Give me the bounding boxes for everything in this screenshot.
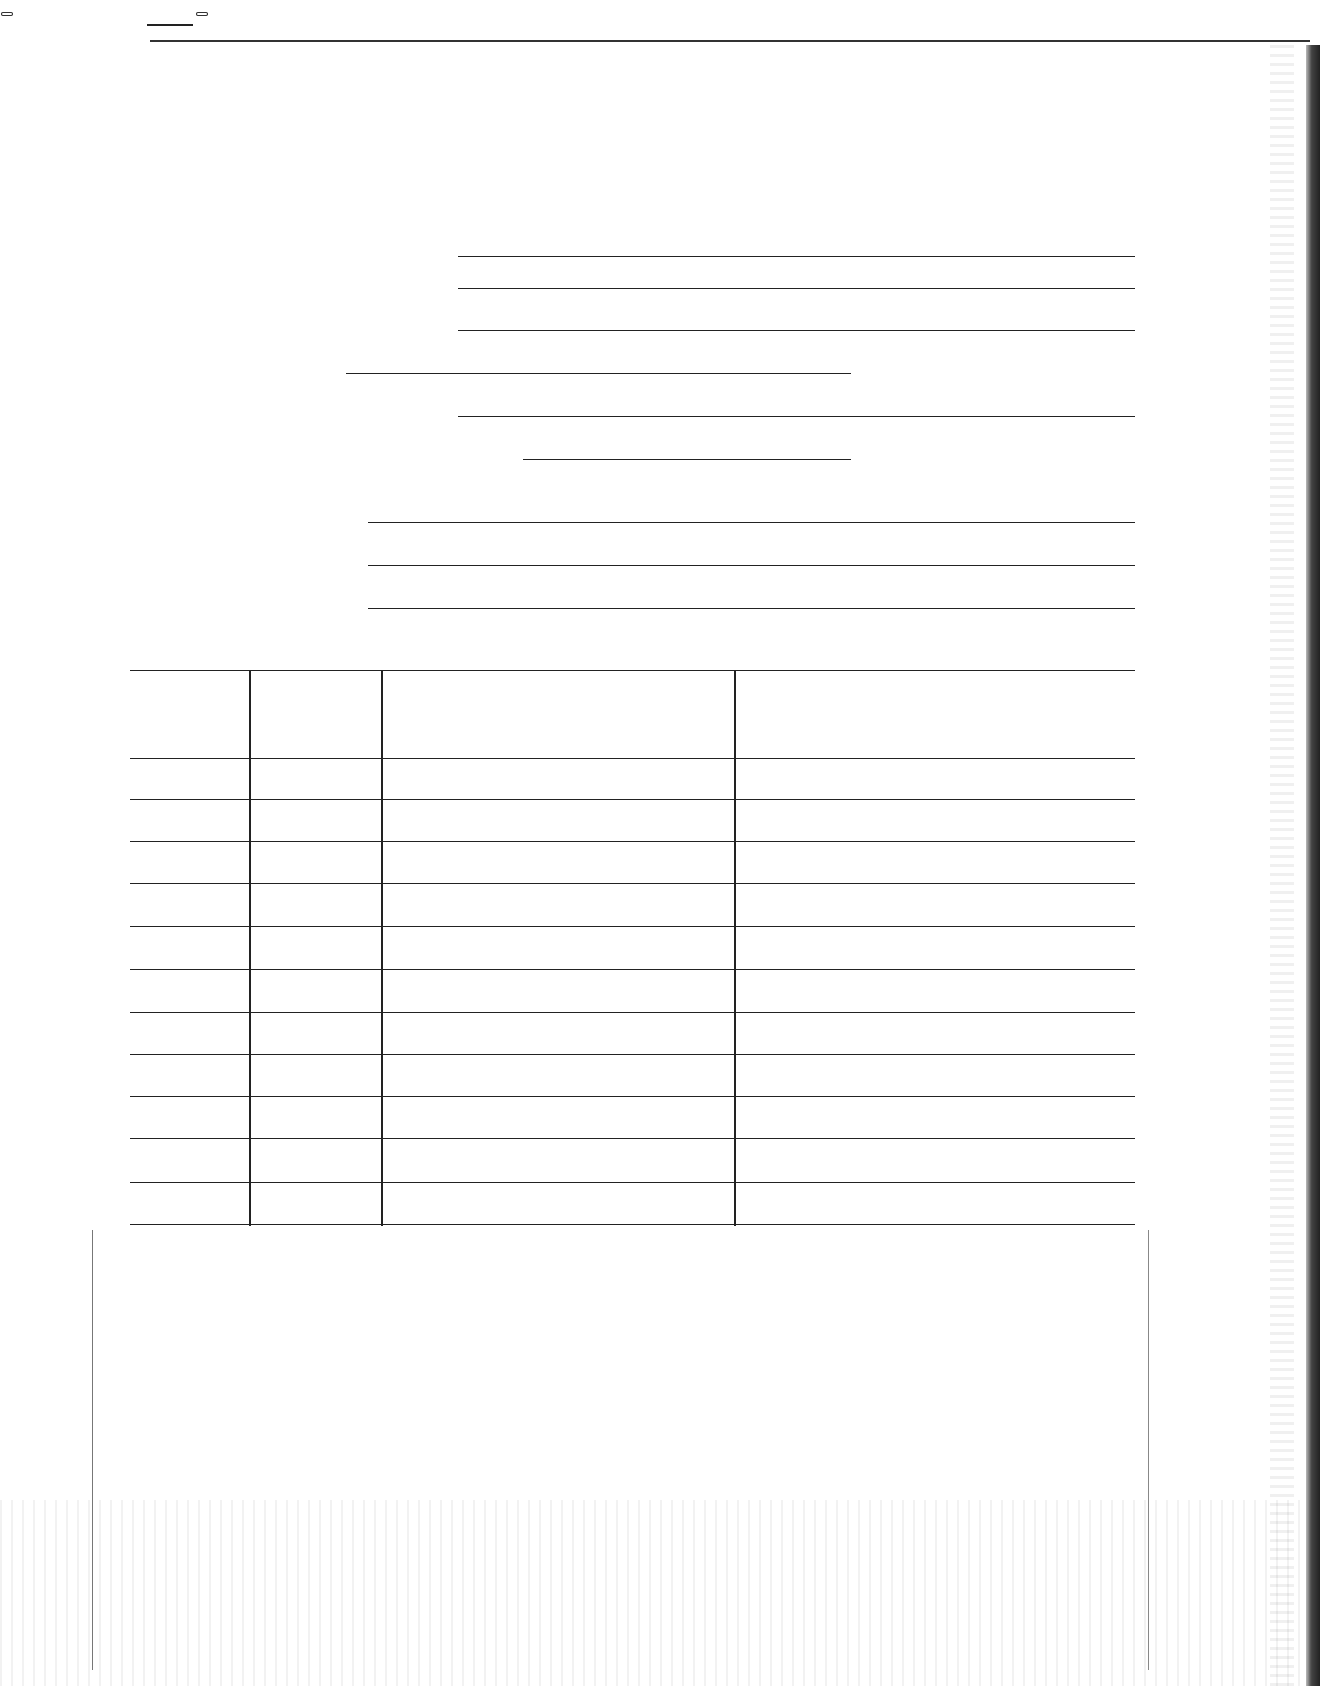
table-row-rule — [130, 799, 1135, 800]
release-stamp — [196, 12, 208, 16]
room-line — [523, 459, 851, 460]
file-title-line-2 — [458, 288, 1135, 289]
top-edge-rule — [150, 40, 1310, 42]
deletions-line-1 — [368, 522, 1135, 523]
table-row-rule — [130, 1096, 1135, 1097]
table-column-rule — [734, 670, 736, 1226]
record-number-stamp — [1, 12, 13, 16]
table-row-rule — [130, 969, 1135, 970]
table-row-rule — [130, 1012, 1135, 1013]
table-row-rule — [130, 926, 1135, 927]
table-row-rule — [130, 1054, 1135, 1055]
deletions-line-3 — [368, 608, 1135, 609]
arrow-mark — [147, 24, 193, 26]
table-column-rule — [381, 670, 383, 1226]
table-row-rule — [130, 758, 1135, 759]
table-row-rule — [130, 1138, 1135, 1139]
scan-bottom-noise — [0, 1500, 1320, 1686]
inclusive-dates-line — [346, 373, 851, 374]
scan-edge-shadow — [1306, 45, 1320, 1686]
deletions-line-2 — [368, 565, 1135, 566]
table-column-rule — [249, 670, 251, 1226]
file-title-line-1 — [458, 256, 1135, 257]
table-row-rule — [130, 841, 1135, 842]
table-row-rule — [130, 1182, 1135, 1183]
table-bottom-rule — [130, 1224, 1135, 1225]
table-row-rule — [130, 883, 1135, 884]
custodial-line — [458, 416, 1135, 417]
file-title-line-3 — [458, 330, 1135, 331]
scan-edge-noise — [1270, 45, 1294, 1686]
table-top-rule — [130, 670, 1135, 671]
